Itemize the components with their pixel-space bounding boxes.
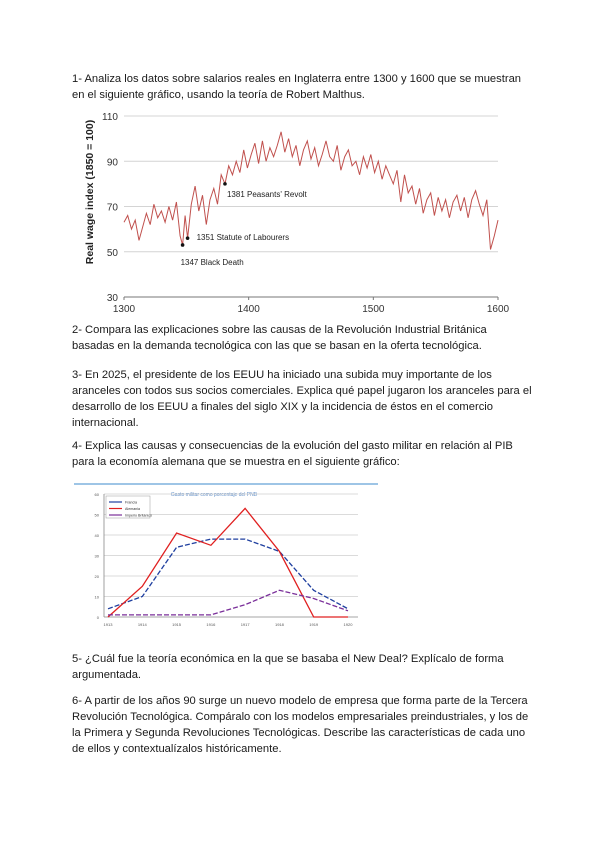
chart2-x-tick-label: 1913 — [103, 622, 113, 627]
chart2-y-tick-label: 40 — [94, 533, 99, 538]
chart2-legend — [106, 496, 152, 518]
chart2-y-tick-label: 30 — [94, 553, 99, 559]
chart2-legend-label: Francia — [125, 500, 137, 505]
chart1-x-tick-label: 1500 — [362, 304, 385, 315]
question-5: 5- ¿Cuál fue la teoría económica en la que se basaba el New Deal? Explícalo de forma argumentada. — [72, 653, 504, 681]
question-4: 4- Explica las causas y consecuencias de la evolución del gasto militar en relación al PIB para la economía alemana que se muestra en el siguiente gráfico: — [72, 440, 513, 468]
chart2-y-tick-label: 0 — [96, 615, 99, 620]
chart1-annotation-label: 1347 Black Death — [180, 257, 244, 267]
series-line-francia — [108, 539, 348, 609]
chart1-annotation-marker — [223, 182, 227, 186]
question-2: 2- Compara las explicaciones sobre las causas de la Revolución Industrial Británica basadas en la demanda tecnológica con las que se basan en la oferta tecnológica. — [72, 324, 487, 352]
chart2-x-tick-label: 1920 — [343, 622, 353, 627]
real-wages-chart — [80, 108, 510, 318]
chart2-y-tick-label: 10 — [94, 594, 99, 600]
chart1-y-tick-label: 110 — [102, 112, 118, 123]
chart1-x-tick-label: 1400 — [237, 304, 260, 315]
wage-series-line — [124, 132, 498, 250]
chart1-y-tick-label: 70 — [106, 202, 118, 214]
chart2-x-tick-label: 1919 — [309, 622, 319, 627]
series-line-alemania — [108, 508, 348, 617]
military-spending-chart — [74, 482, 378, 634]
chart2-x-tick-label: 1914 — [137, 622, 147, 627]
chart1-y-tick-label: 30 — [106, 293, 118, 304]
question-1: 1- Analiza los datos sobre salarios reales en Inglaterra entre 1300 y 1600 que se muestran en el siguiente gráfico, usando la teoría de Robert Malthus. — [72, 73, 522, 101]
chart1-ylabel: Real wage index (1850 = 100) — [84, 119, 96, 265]
chart1-annotation-label: 1351 Statute of Labourers — [196, 233, 290, 243]
chart2-x-tick-label: 1918 — [274, 622, 284, 627]
chart1-y-tick-label: 50 — [106, 247, 118, 259]
chart2-x-tick-label: 1915 — [172, 622, 182, 627]
chart2-x-tick-label: 1916 — [206, 622, 216, 627]
chart1-x-tick-label: 1600 — [486, 304, 510, 315]
chart1-x-tick-label: 1300 — [112, 304, 136, 315]
question-3: 3- En 2025, el presidente de los EEUU ha iniciado una subida muy importante de los aranceles con todos sus socios comerciales. Explica qué papel jugaron los aranceles para el desarrollo de los EEUU a finales del siglo XIX y la incidencia de éstos en el comercio internacional. — [72, 369, 532, 429]
chart2-legend-label: Imperio Británico — [125, 513, 152, 518]
chart2-y-tick-label: 60 — [94, 492, 99, 497]
chart1-annotation-label: 1381 Peasants' Revolt — [226, 189, 307, 199]
chart1-annotation-marker — [181, 243, 185, 247]
question-6: 6- A partir de los años 90 surge un nuevo modelo de empresa que forma parte de la Tercera Revolución Tecnológica. Compáralo con los modelos empresariales preindustriales, y los de la Primera y Segunda Revoluciones Tecnológicas. Describe las características de cada uno de ellos y contextualízalos históricamente. — [72, 695, 529, 755]
chart1-annotation-marker — [186, 236, 190, 240]
chart2-y-tick-label: 50 — [94, 512, 99, 518]
chart2-title: Gasto militar como porcentaje del PNB — [170, 492, 258, 498]
chart2-x-tick-label: 1917 — [240, 622, 250, 627]
chart2-y-tick-label: 20 — [94, 574, 99, 579]
chart1-y-tick-label: 90 — [106, 157, 118, 169]
chart2-legend-label: Alemania — [125, 507, 140, 511]
